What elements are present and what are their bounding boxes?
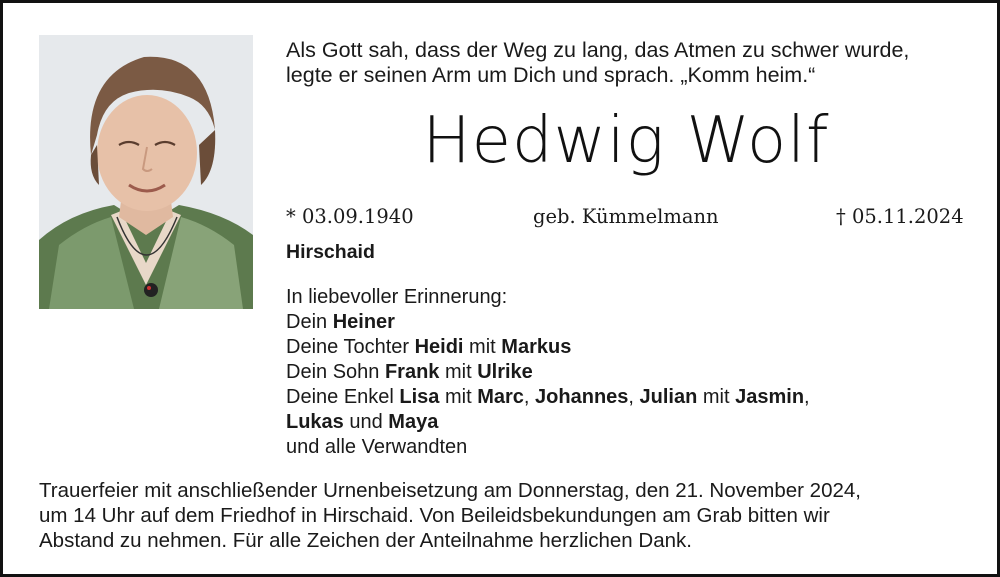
birth-date: * 03.09.1940 bbox=[286, 205, 414, 228]
mourner-name: Markus bbox=[501, 336, 572, 358]
mourner-text: mit bbox=[439, 386, 478, 408]
mourners-list bbox=[286, 285, 810, 460]
mourners-intro: In liebevoller Erinnerung: bbox=[286, 286, 508, 308]
mourner-text: mit bbox=[697, 386, 736, 408]
mourner-text: Deine Enkel bbox=[286, 386, 400, 408]
portrait-photo bbox=[39, 35, 253, 309]
mourner-line bbox=[286, 410, 810, 435]
funeral-notice bbox=[39, 478, 959, 553]
notice-line-2: um 14 Uhr auf dem Friedhof in Hirschaid. Von Beileidsbekundungen am Grab bitten wir bbox=[39, 504, 830, 527]
verse-line-2: legte er seinen Arm um Dich und sprach. „Komm heim.“ bbox=[286, 63, 816, 87]
mourner-name: Lisa bbox=[399, 386, 440, 408]
mourner-text: , bbox=[804, 386, 810, 408]
notice-line-1: Trauerfeier mit anschließender Urnenbeisetzung am Donnerstag, den 21. November 2024, bbox=[39, 479, 861, 502]
mourner-name: Johannes bbox=[535, 386, 629, 408]
mourner-text: , bbox=[523, 386, 536, 408]
mourner-name: Lukas bbox=[286, 411, 344, 433]
deceased-name: Hedwig Wolf bbox=[422, 104, 830, 178]
mourner-text: Deine Tochter bbox=[286, 336, 415, 358]
mourner-name: Marc bbox=[477, 386, 524, 408]
mourner-name: Julian bbox=[639, 386, 698, 408]
verse-line-1: Als Gott sah, dass der Weg zu lang, das Atmen zu schwer wurde, bbox=[286, 38, 910, 62]
portrait-illustration bbox=[39, 35, 253, 309]
mourner-name: Ulrike bbox=[477, 361, 533, 383]
mourners-closing: und alle Verwandten bbox=[286, 436, 468, 458]
verse bbox=[286, 38, 976, 88]
mourner-line bbox=[286, 335, 810, 360]
mourner-text: Dein Sohn bbox=[286, 361, 385, 383]
mourner-name: Heidi bbox=[414, 336, 464, 358]
death-date: † 05.11.2024 bbox=[836, 205, 964, 228]
place: Hirschaid bbox=[286, 241, 375, 263]
mourner-text: , bbox=[628, 386, 640, 408]
mourner-text: Dein bbox=[286, 311, 333, 333]
mourner-text: mit bbox=[463, 336, 502, 358]
maiden-name: geb. Kümmelmann bbox=[533, 205, 719, 228]
mourner-text: und bbox=[343, 411, 389, 433]
mourner-name: Heiner bbox=[332, 311, 395, 333]
notice-line-3: Abstand zu nehmen. Für alle Zeichen der Anteilnahme herzlichen Dank. bbox=[39, 529, 692, 552]
mourner-line bbox=[286, 385, 810, 410]
mourner-text: mit bbox=[439, 361, 478, 383]
mourner-name: Maya bbox=[388, 411, 439, 433]
mourner-line bbox=[286, 310, 810, 335]
mourner-name: Frank bbox=[384, 361, 440, 383]
mourner-name: Jasmin bbox=[735, 386, 805, 408]
mourner-line bbox=[286, 360, 810, 385]
